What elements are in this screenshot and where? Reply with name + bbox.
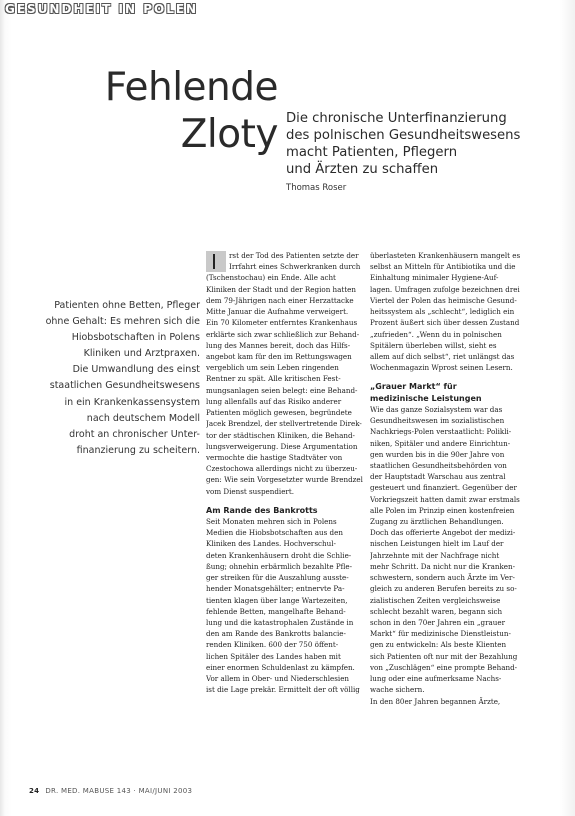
text-line: von „Zuschlägen“ eine prompte Behand- — [370, 662, 518, 672]
subheading-grey-market: medizinische Leistungen — [370, 393, 482, 403]
text-line: Spitälern überleben willst, sieht es — [370, 340, 497, 350]
text-line: niken, Spitäler und andere Einrichtun- — [370, 438, 511, 448]
left-intro — [206, 250, 369, 497]
body-column-right — [370, 250, 533, 707]
text-line: ßung; ohnehin erbärmlich bezahlte Pfle- — [206, 561, 353, 571]
text-line: hender Monatsgehälter; entnervte Pa- — [206, 584, 345, 594]
text-line: Czestochowa allerdings nicht zu überzeu- — [206, 464, 358, 474]
text-line: vergeblich um sein Leben ringenden — [206, 363, 339, 373]
text-line: schon in den 70er Jahren ein „grauer — [370, 618, 506, 627]
publication-info: DR. MED. MABUSE 143 · MAI/JUNI 2003 — [45, 787, 193, 795]
text-line: ger streiken für die Auszahlung ausste- — [206, 573, 349, 583]
text-line: gen zu entwickeln: Als beste Klienten — [370, 640, 507, 650]
text-line: zialistischen Zeiten vergleichsweise — [370, 595, 501, 605]
text-line: Rentner zu spät. Alle kritischen Fest- — [206, 374, 341, 384]
text-line: einer enormen Schuldenlast zu kämpfen. — [206, 662, 355, 672]
text-line: erklärte sich zwar schließlich zur Behand- — [206, 329, 360, 339]
text-line: Kliniken des Landes. Hochverschul- — [206, 539, 336, 549]
pullquote-line: Kliniken und Arztpraxen. — [83, 348, 200, 360]
text-line: schwestern, sondern auch Ärzte im Ver- — [370, 573, 515, 583]
text-line: lung oder eine aufmerksame Nachs- — [370, 674, 502, 684]
text-line: rst der Tod des Patienten setzte der — [229, 251, 359, 260]
text-line: Irrfahrt eines Schwerkranken durch — [229, 262, 361, 272]
text-line: der Hauptstadt Warschau aus zentral — [370, 472, 506, 482]
text-line: In den 80er Jahren begannen Ärzte, — [370, 696, 501, 706]
text-line: fehlende Betten, mangelhafte Behand- — [206, 606, 346, 616]
text-line: Patienten möglich gewesen, begründete — [206, 408, 352, 418]
text-line: lagen. Umfragen zufolge bezeichnen drei — [370, 284, 520, 294]
subtitle-line: macht Patienten, Pflegern — [286, 145, 458, 160]
pullquote-line: Patienten ohne Betten, Pfleger — [54, 300, 200, 311]
text-line: Wochenmagazin Wprost seinen Lesern. — [370, 363, 513, 373]
pullquote-line: ohne Gehalt: Es mehren sich die — [45, 316, 200, 328]
text-line: sich Patienten oft nur mit der Bezahlung — [370, 651, 518, 661]
pullquote-line: finanzierung zu scheitern. — [76, 444, 200, 456]
text-line: allem auf dich selbst“, riet unlängst das — [370, 351, 515, 361]
subtitle-line: Die chronische Unterfinanzierung — [286, 111, 507, 126]
text-line: staatlichen Gesundheitsbehörden von — [370, 460, 507, 470]
text-line: alle Polen im Prinzip einen kostenfreien — [370, 505, 515, 515]
subheading-bankruptcy: Am Rande des Bankrotts — [206, 505, 318, 515]
pull-quote — [30, 298, 200, 459]
text-line: lung allenfalls auf das Risiko anderer — [206, 396, 342, 406]
subheading-grey-market: „Grauer Markt“ für — [370, 382, 457, 392]
text-line: schlecht bezahlt waren, begann sich — [370, 606, 503, 616]
text-line: Seit Monaten mehren sich in Polens — [206, 517, 337, 527]
text-line: vom Dienst suspendiert. — [206, 486, 294, 496]
page-number: 24 — [29, 787, 40, 795]
text-line: selbst an Mitteln für Antibiotika und die — [370, 262, 516, 272]
text-line: tienten klagen über lange Wartezeiten, — [206, 595, 348, 605]
text-line: mungsanlagen seien belegt: eine Behand- — [206, 385, 358, 395]
pullquote-line: in ein Krankenkassensystem — [64, 396, 200, 408]
left-body — [206, 516, 369, 696]
text-line: renden Kliniken. 600 der 750 öffent- — [206, 640, 339, 650]
text-line: gen: Wie sein Vorgesetzter wurde Brendzel — [206, 475, 363, 485]
headline-line: Zloty — [180, 112, 278, 157]
text-line: überlasteten Krankenhäusern mangelt es — [370, 251, 521, 260]
text-line: Einhaltung minimaler Hygiene-Auf- — [370, 273, 499, 283]
pullquote-line: droht an chronischer Unter- — [69, 428, 200, 440]
section-label: GESUNDHEIT IN POLEN — [5, 2, 199, 16]
text-line: Mitte Januar die Aufnahme verweigert. — [206, 307, 349, 317]
text-line: „zufrieden“. „Wenn du in polnischen — [370, 329, 502, 339]
text-line: mehr Schritt. Da nicht nur die Kranken- — [370, 561, 516, 571]
text-line: Prozent äußert sich über dessen Zustand — [370, 318, 520, 328]
text-line: wache sichern. — [370, 685, 425, 695]
text-line: Vorkriegszeit hatten damit zwar erstmals — [370, 494, 520, 504]
text-line: Viertel der Polen das heimische Gesund- — [370, 295, 517, 305]
text-line: heitssystem als „schlecht“, lediglich ein — [370, 307, 515, 317]
text-line: gleich zu anderen Berufen bereits zu so- — [370, 584, 517, 594]
headline-line: Fehlende — [104, 65, 278, 110]
pullquote-line: Hiobsbotschaften in Polens — [71, 332, 200, 344]
right-intro — [370, 250, 533, 373]
text-line: Kliniken der Stadt und der Region hatten — [206, 284, 356, 294]
text-line: lung und die katastrophalen Zustände in — [206, 618, 354, 627]
text-line: dem 79-Jährigen nach einer Herzattacke — [206, 295, 354, 305]
text-line: deten Krankenhäusern droht die Schlie- — [206, 550, 352, 560]
author-byline: Thomas Roser — [286, 183, 347, 193]
text-line: gesteuert und finanziert. Gegenüber der — [370, 483, 517, 493]
subtitle-line: und Ärzten zu schaffen — [286, 162, 439, 177]
text-line: Jahrzehnte mit der Nachfrage nicht — [370, 550, 500, 560]
pullquote-line: nach deutschem Modell — [86, 412, 200, 424]
text-line: angebot kam für den im Rettungswagen — [206, 351, 352, 361]
text-line: Vor allem in Ober- und Niederschlesien — [206, 674, 350, 684]
text-line: vermochte die hastige Stadtväter von — [206, 452, 343, 462]
text-line: den am Rande des Bankrotts balancie- — [206, 629, 346, 639]
text-line: Nachkriegs-Polen verstaatlicht: Polikli- — [370, 427, 512, 437]
right-body — [370, 404, 533, 707]
text-line: lung des Mannes bereit, doch das Hilfs- — [206, 340, 351, 350]
text-line: Doch das offerierte Angebot der medizi- — [370, 528, 516, 538]
subtitle-line: des polnischen Gesundheitswesens — [286, 128, 521, 143]
text-line: Medien die Hiobsbotschaften aus den — [206, 528, 343, 538]
text-line: tor der städtischen Kliniken, die Behand- — [206, 430, 355, 440]
text-line: Gesundheitswesen im sozialistischen — [370, 416, 505, 426]
page-footer — [29, 787, 192, 795]
pullquote-line: Die Umwandlung des einst — [72, 364, 200, 376]
text-line: Wie das ganze Sozialsystem war das — [370, 404, 503, 414]
text-line: (Tschenstochau) ein Ende. Alle acht — [206, 273, 336, 283]
text-line: nischen Leistungen hielt im Lauf der — [370, 539, 504, 549]
article-headline — [96, 64, 278, 158]
text-line: ist die Lage prekär. Ermittelt der oft völlig — [206, 685, 360, 695]
text-line: lungsverweigerung. Diese Argumentation — [206, 441, 358, 451]
body-column-left — [206, 250, 369, 696]
text-line: Zugang zu ärztlichen Behandlungen. — [370, 517, 504, 527]
text-line: lichen Spitäler des Landes haben mit — [206, 651, 341, 661]
text-line: Jacek Brendzel, der stellvertretende Direk- — [206, 419, 362, 429]
text-line: Ein 70 Kilometer entferntes Krankenhaus — [206, 318, 358, 328]
text-line: Markt“ für medizinische Dienstleistun- — [370, 629, 511, 639]
pullquote-line: staatlichen Gesundheitswesens — [49, 380, 200, 392]
text-line: gen wurden bis in die 90er Jahre von — [370, 449, 505, 459]
article-subtitle — [286, 110, 546, 178]
drop-cap-initial — [206, 251, 226, 272]
